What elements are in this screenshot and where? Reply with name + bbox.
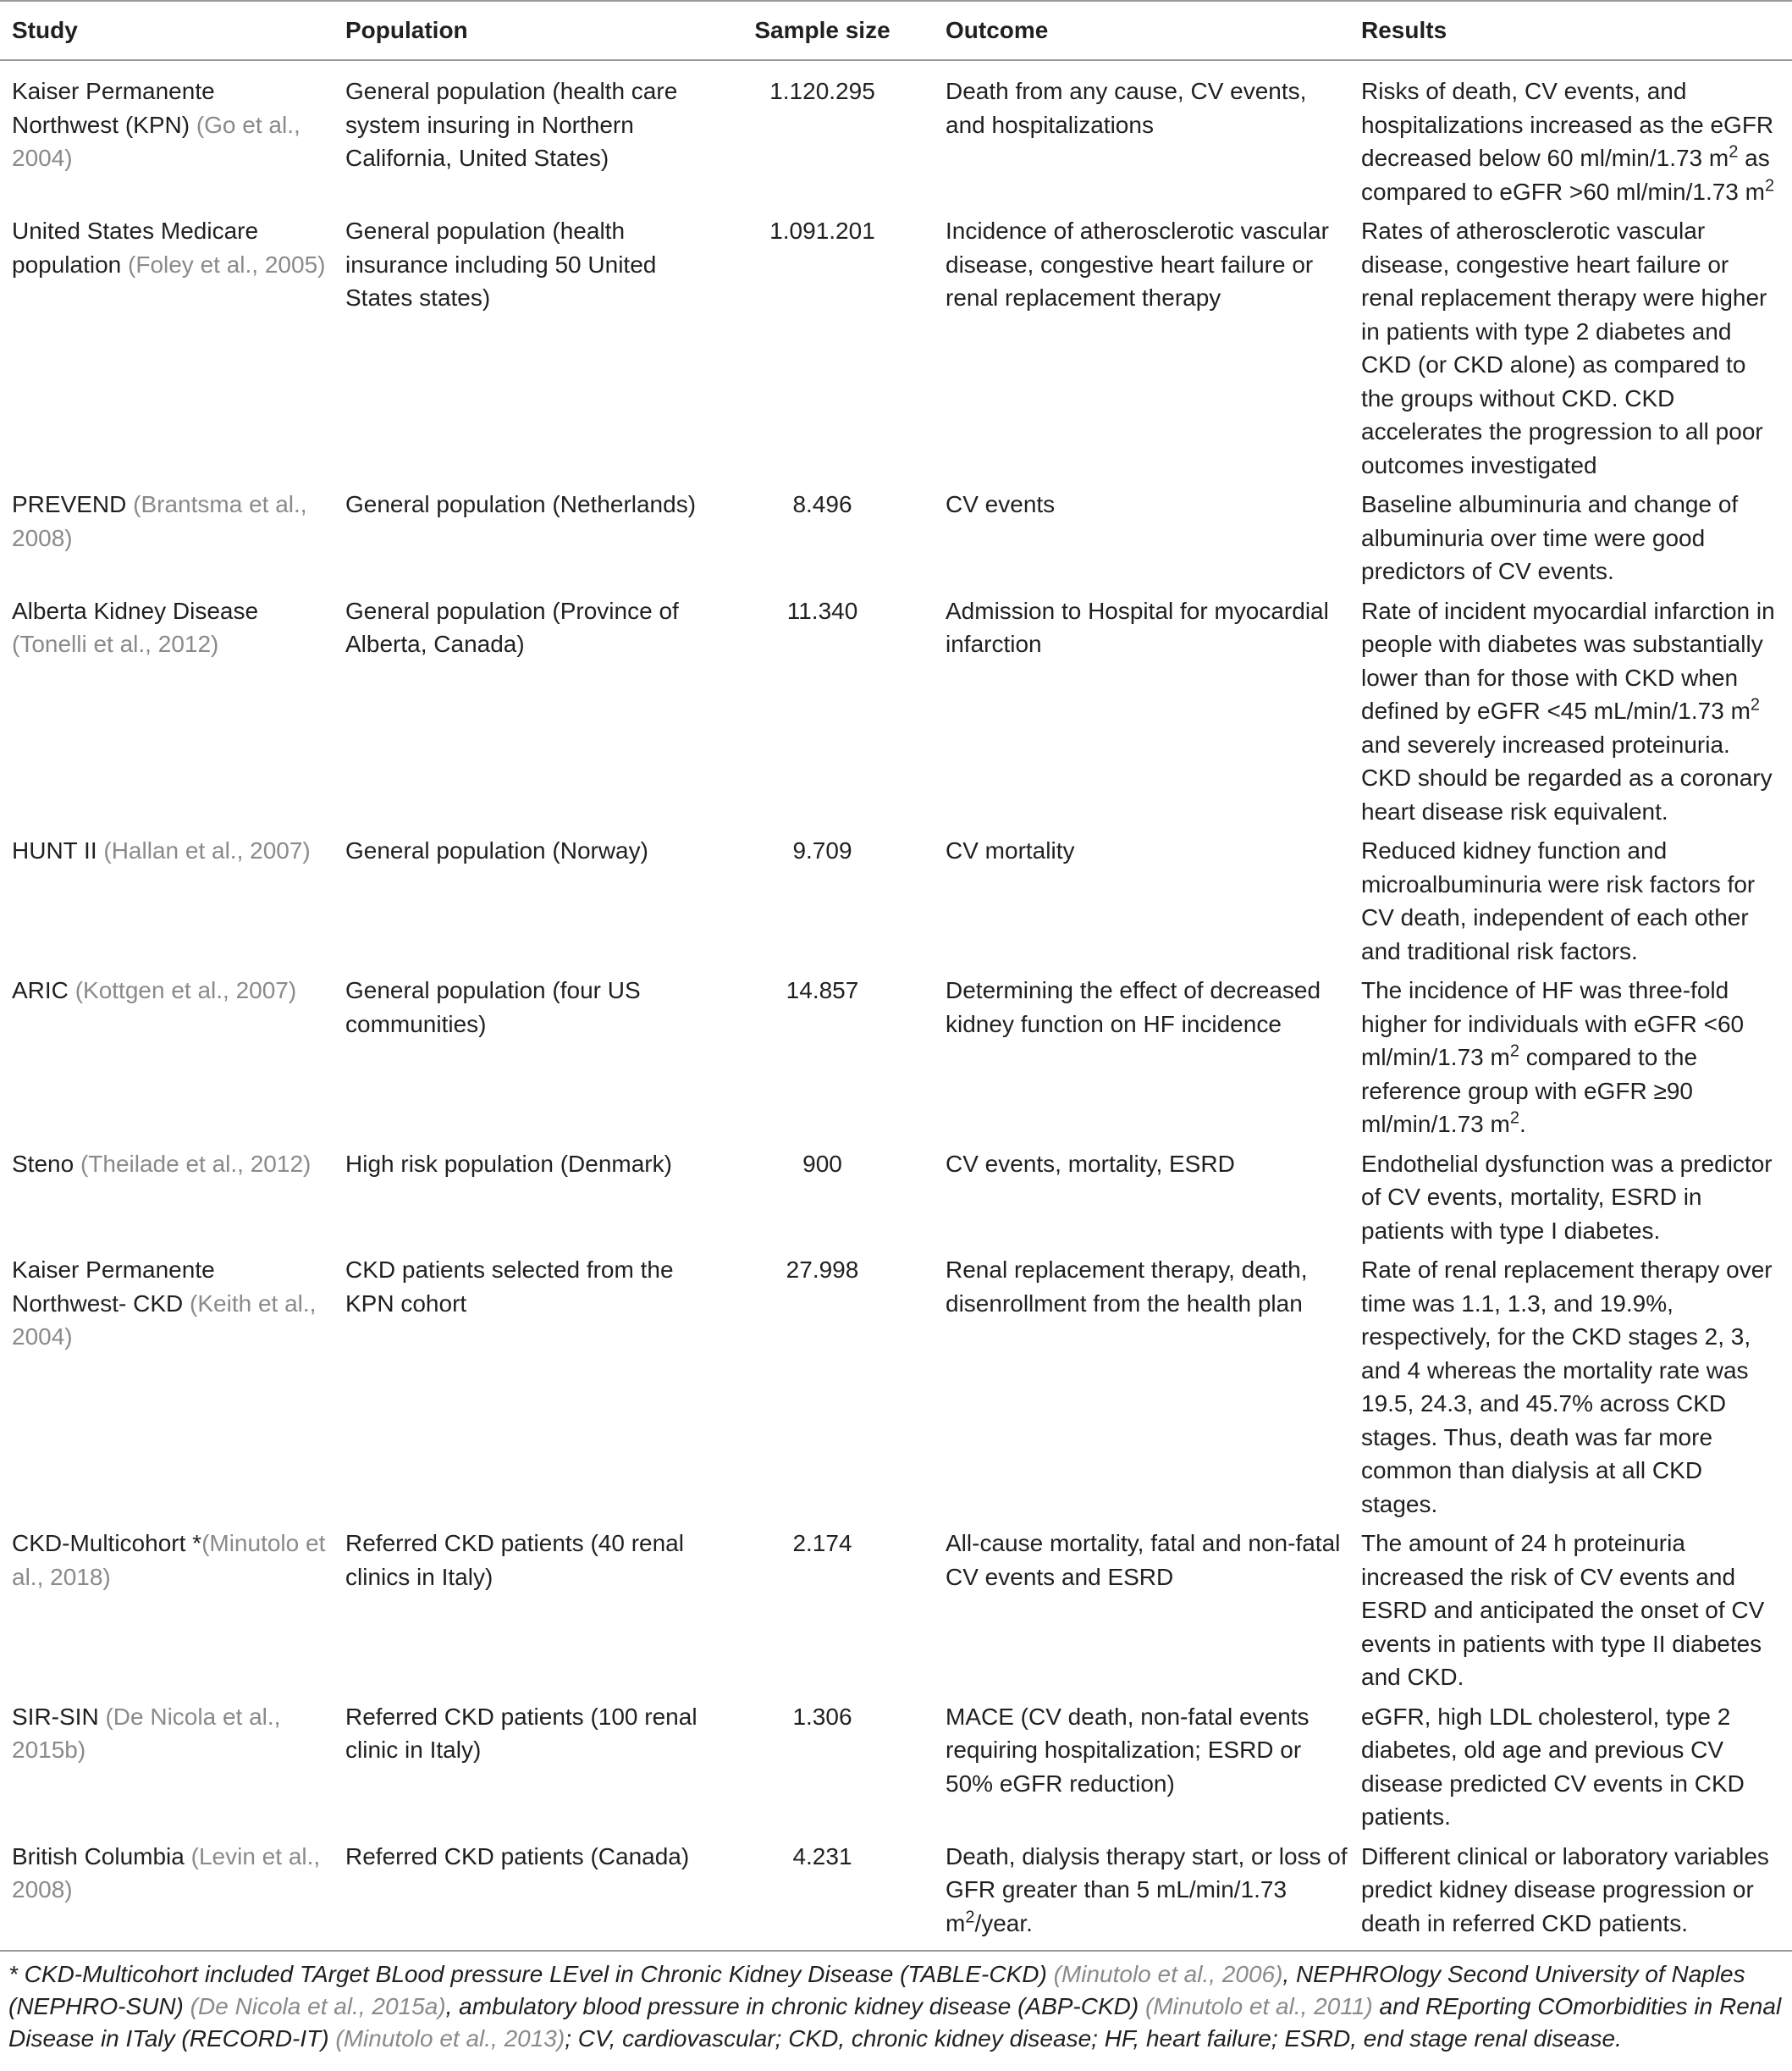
cell-outcome: Death, dialysis therapy start, or loss of GFR greater than 5 mL/min/1.73 $m^2$/year. [946, 1842, 1348, 1936]
cell-results: Rates of atherosclerotic vascular disease, congestive heart failure or renal replacement therapy were higher in patients with type 2 diabetes and CKD (or CKD alone) as compared to the groups without CKD. CKD accelerates the progression to all poor outcomes investigated [1361, 218, 1767, 478]
header-outcome: Outcome [946, 17, 1049, 43]
table-row [0, 1147, 1792, 1254]
footnote-reference-link[interactable]: (Minutolo et al., 2006) [1053, 1961, 1283, 1987]
cell-population: Referred CKD patients (100 renal clinic in Italy) [345, 1703, 698, 1763]
footnote-reference-link[interactable]: (Minutolo et al., 2011) [1144, 1993, 1373, 2019]
cell-results: Risks of death, CV events, and hospitalizations increased as the eGFR decreased below 60 ml/min/1.73 $m^2$ as compared to eGFR >60 ml/min/1.73 $m^2$ [1361, 78, 1775, 205]
cell-results: Baseline albuminuria and change of albuminuria over time were good predictors of CV events. [1361, 491, 1739, 584]
cell-sample-size: 4.231 [792, 1842, 852, 1869]
cell-sample-size: 900 [802, 1150, 842, 1177]
header-study: Study [12, 17, 78, 43]
study-reference-link[interactable]: (Kottgen et al., 2007) [74, 977, 297, 1003]
cell-results: Rate of incident myocardial infarction in people with diabetes was substantially lower than for those with CKD when defined by eGFR <45 mL/min/1.73 $m^2$ and severely increased proteinuria. CKD should be regarded as a coronary heart disease risk equivalent. [1361, 597, 1775, 825]
study-name: HUNT II [12, 837, 104, 864]
study-reference-link[interactable]: (Brantsma et al., 2008) [12, 491, 307, 551]
table-row [0, 1253, 1792, 1527]
cell-population: General population (Norway) [345, 837, 648, 864]
study-name: PREVEND [12, 491, 134, 517]
table-footnote: * CKD-Multicohort included TArget BLood pressure LEvel in Chronic Kidney Disease (TABLE-CKD) (Minutolo et al., 2006), NEPHROlogy Second University of Naples (NEPHRO-SUN) (De Nicola et al., 2015a), ambulatory blood pressure in chronic kidney disease (ABP-CKD) (Minutolo et al., 2011) and REporting COmorbidities in Renal Disease in ITaly (RECORD-IT) (Minutolo et al., 2013); CV, cardiovascular; CKD, chronic kidney disease; HF, heart failure; ESRD, end stage renal disease. [8, 1961, 1782, 2052]
cell-population: General population (Netherlands) [345, 491, 697, 517]
cell-sample-size: 9.709 [792, 837, 852, 864]
table-row [0, 60, 1792, 214]
cell-sample-size: 8.496 [792, 491, 852, 517]
cell-population: CKD patients selected from the KPN cohort [345, 1256, 674, 1317]
cell-outcome: CV mortality [946, 837, 1075, 864]
cell-population: General population (four US communities) [345, 977, 641, 1037]
study-reference-link[interactable]: (Keith et al., 2004) [12, 1290, 317, 1350]
cell-study [0, 1700, 334, 1840]
table-row [0, 488, 1792, 594]
table-body [0, 60, 1792, 1951]
cell-results: Endothelial dysfunction was a predictor of CV events, mortality, ESRD in patients with type I diabetes. [1361, 1150, 1773, 1244]
cell-study [0, 1840, 334, 1952]
cell-sample-size: 14.857 [786, 977, 859, 1003]
table-row [0, 974, 1792, 1147]
table-row [0, 214, 1792, 488]
cell-results: eGFR, high LDL cholesterol, type 2 diabetes, old age and previous CV disease predicted CV events in CKD patients. [1361, 1703, 1745, 1830]
footnote-reference-link[interactable]: (De Nicola et al., 2015a) [190, 1993, 446, 2019]
cell-sample-size: 1.120.295 [769, 78, 875, 104]
cell-sample-size: 11.340 [786, 597, 858, 624]
cell-sample-size: 1.091.201 [769, 218, 875, 244]
study-reference-link[interactable]: (Go et al., 2004) [12, 111, 301, 171]
study-name: Kaiser Permanente Northwest (KPN) [12, 78, 215, 138]
study-name: British Columbia [12, 1842, 191, 1869]
cell-study [0, 1527, 334, 1700]
table-row [0, 834, 1792, 974]
cell-outcome: Renal replacement therapy, death, disenrollment from the health plan [946, 1256, 1308, 1317]
cell-population: Referred CKD patients (40 renal clinics in Italy) [345, 1530, 684, 1590]
study-reference-link[interactable]: (Minutolo et al., 2018) [12, 1530, 326, 1590]
cell-sample-size: 1.306 [792, 1703, 852, 1730]
footnote-reference-link[interactable]: (Minutolo et al., 2013) [335, 2025, 565, 2052]
study-reference-link[interactable]: (Hallan et al., 2007) [103, 837, 311, 864]
study-name: Kaiser Permanente Northwest- CKD [12, 1256, 215, 1317]
cell-results: Different clinical or laboratory variables predict kidney disease progression or death in referred CKD patients. [1361, 1842, 1769, 1936]
cell-population: Referred CKD patients (Canada) [345, 1842, 690, 1869]
cell-sample-size: 2.174 [792, 1530, 852, 1556]
cell-outcome: Incidence of atherosclerotic vascular disease, congestive heart failure or renal replacement therapy [946, 218, 1329, 311]
study-reference-link[interactable]: (Tonelli et al., 2012) [12, 631, 219, 657]
cell-outcome: CV events, mortality, ESRD [946, 1150, 1235, 1177]
table-row [0, 594, 1792, 835]
header-results: Results [1361, 17, 1447, 43]
study-reference-link[interactable]: (De Nicola et al., 2015b) [12, 1703, 281, 1763]
table-row [0, 1840, 1792, 1952]
cell-population: General population (health insurance including 50 United States states) [345, 218, 657, 311]
cell-outcome: All-cause mortality, fatal and non-fatal CV events and ESRD [946, 1530, 1341, 1590]
cell-population: General population (health care system insuring in Northern California, United States) [345, 78, 678, 171]
study-name: Steno [12, 1150, 80, 1177]
table-row [0, 1527, 1792, 1700]
study-name: CKD-Multicohort * [12, 1530, 202, 1556]
table-row [0, 1700, 1792, 1840]
cell-results: Reduced kidney function and microalbuminuria were risk factors for CV death, independent of each other and traditional risk factors. [1361, 837, 1756, 964]
cell-study [0, 834, 334, 974]
study-name: Alberta Kidney Disease [12, 597, 259, 624]
cell-study [0, 214, 334, 488]
study-name: ARIC [12, 977, 75, 1003]
cell-study [0, 594, 334, 835]
header-population: Population [345, 17, 468, 43]
cell-sample-size: 27.998 [786, 1256, 859, 1283]
cell-study [0, 1147, 334, 1254]
cell-study [0, 488, 334, 594]
cell-results: The incidence of HF was three-fold higher for individuals with eGFR <60 ml/min/1.73 $m^2$ compared to the reference group with eGFR ≥90 ml/min/1.73 $m^2$. [1361, 977, 1745, 1137]
cell-results: Rate of renal replacement therapy over time was 1.1, 1.3, and 19.9%, respectively, for the CKD stages 2, 3, and 4 whereas the mortality rate was 19.5, 24.3, and 45.7% across CKD stages. Thus, death was far more common than dialysis at all CKD stages. [1361, 1256, 1773, 1517]
cell-population: General population (Province of Alberta, Canada) [345, 597, 679, 657]
study-reference-link[interactable]: (Levin et al., 2008) [12, 1842, 321, 1903]
cell-outcome: MACE (CV death, non-fatal events requiring hospitalization; ESRD or 50% eGFR reduction) [946, 1703, 1310, 1797]
study-name: SIR-SIN [12, 1703, 106, 1730]
header-row [0, 1, 1792, 60]
cell-outcome: Admission to Hospital for myocardial infarction [946, 597, 1329, 657]
cell-results: The amount of 24 h proteinuria increased the risk of CV events and ESRD and anticipated the onset of CV events in patients with type II diabetes and CKD. [1361, 1530, 1765, 1690]
cell-study [0, 1253, 334, 1527]
header-sample-size: Sample size [754, 17, 890, 43]
study-reference-link[interactable]: (Foley et al., 2005) [128, 251, 326, 278]
cell-outcome: Determining the effect of decreased kidney function on HF incidence [946, 977, 1321, 1037]
cell-study [0, 60, 334, 214]
study-name: United States Medicare population [12, 218, 259, 278]
cell-outcome: CV events [946, 491, 1056, 517]
cell-study [0, 974, 334, 1147]
cell-population: High risk population (Denmark) [345, 1150, 672, 1177]
cell-outcome: Death from any cause, CV events, and hospitalizations [946, 78, 1307, 138]
study-reference-link[interactable]: (Theilade et al., 2012) [80, 1150, 312, 1177]
